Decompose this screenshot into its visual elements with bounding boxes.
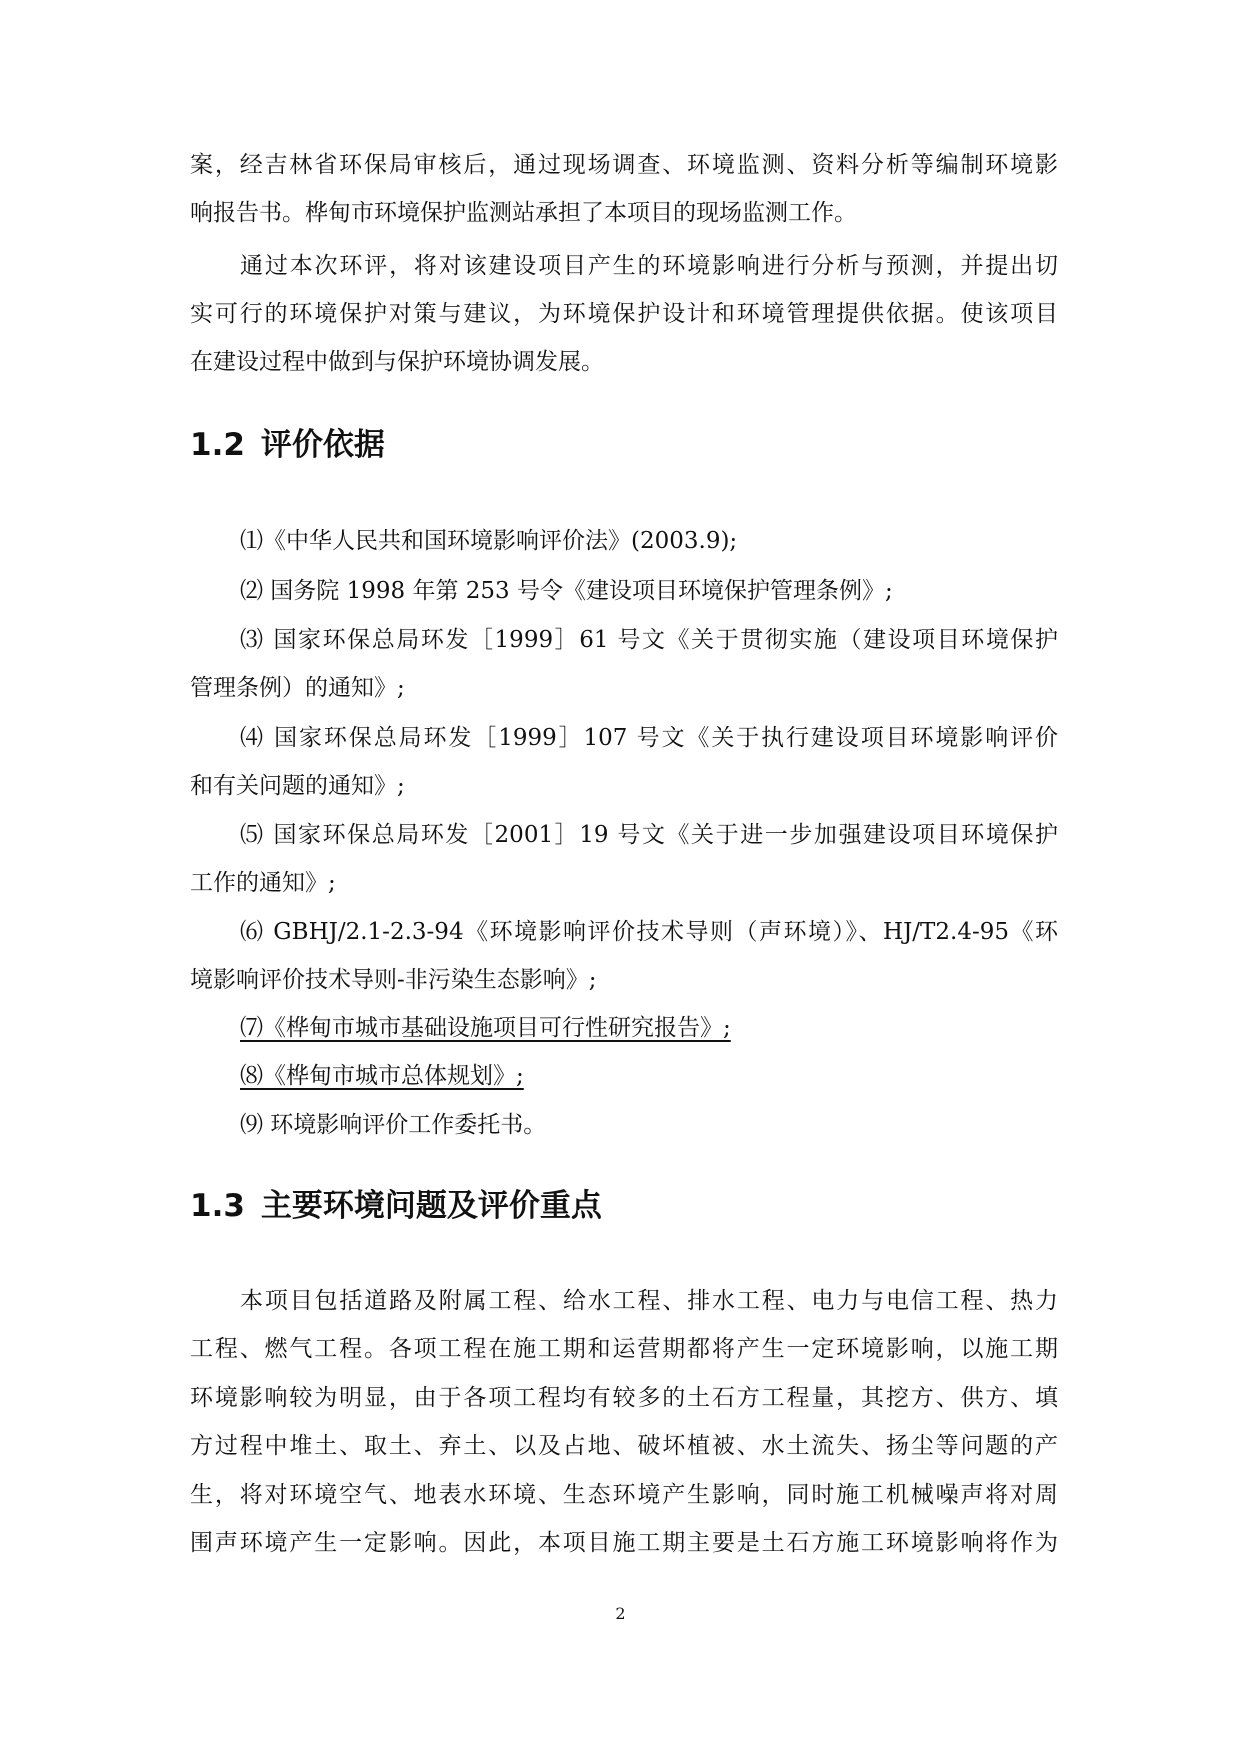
list-item-5-line-1: ⑸ 国家环保总局环发［2001］19 号文《关于进一步加强建设项目环境保护 — [240, 822, 1058, 848]
section-title: 主要环境问题及评价重点 — [260, 1188, 602, 1224]
section-number: 1.3 — [190, 1188, 245, 1224]
list-item-3-line-2: 管理条例）的通知》; — [190, 675, 405, 701]
intro-p1-line-2: 响报告书。桦甸市环境保护监测站承担了本项目的现场监测工作。 — [190, 200, 857, 226]
intro-p2-line-2: 实可行的环境保护对策与建议，为环境保护设计和环境管理提供依据。使该项目 — [190, 301, 1058, 327]
list-item-3-line-1: ⑶ 国家环保总局环发［1999］61 号文《关于贯彻实施（建设项目环境保护 — [240, 627, 1058, 653]
section-1-3-line-2: 工程、燃气工程。各项工程在施工期和运营期都将产生一定环境影响，以施工期 — [190, 1336, 1058, 1362]
section-1-3-line-6: 围声环境产生一定影响。因此，本项目施工期主要是土石方施工环境影响将作为 — [190, 1530, 1058, 1556]
section-1-3-line-5: 生，将对环境空气、地表水环境、生态环境产生影响，同时施工机械噪声将对周 — [190, 1482, 1058, 1508]
list-item-5-line-2: 工作的通知》; — [190, 870, 336, 896]
list-item-6-line-1: ⑹ GBHJ/2.1-2.3-94《环境影响评价技术导则（声环境）》、HJ/T2.4-95《环 — [240, 919, 1058, 945]
section-1-3-line-1: 本项目包括道路及附属工程、给水工程、排水工程、电力与电信工程、热力 — [240, 1288, 1058, 1314]
section-heading-1-2 — [190, 426, 385, 464]
list-item-7: ⑺《桦甸市城市基础设施项目可行性研究报告》; — [240, 1015, 731, 1041]
section-1-3-line-4: 方过程中堆土、取土、弃土、以及占地、破坏植被、水土流失、扬尘等问题的产 — [190, 1433, 1058, 1459]
list-item-9: ⑼ 环境影响评价工作委托书。 — [240, 1112, 547, 1138]
intro-p2-line-3: 在建设过程中做到与保护环境协调发展。 — [190, 349, 604, 375]
list-item-6-line-2: 境影响评价技术导则-非污染生态影响》; — [190, 967, 597, 993]
list-item-8: ⑻《桦甸市城市总体规划》; — [240, 1063, 524, 1089]
intro-p1-line-1: 案，经吉林省环保局审核后，通过现场调查、环境监测、资料分析等编制环境影 — [190, 152, 1058, 178]
section-title: 评价依据 — [260, 427, 385, 463]
section-1-3-line-3: 环境影响较为明显，由于各项工程均有较多的土石方工程量，其挖方、供方、填 — [190, 1385, 1058, 1411]
list-item-4-line-2: 和有关问题的通知》; — [190, 773, 405, 799]
list-item-1: ⑴《中华人民共和国环境影响评价法》(2003.9); — [240, 528, 738, 554]
section-number: 1.2 — [190, 427, 245, 463]
page-number: 2 — [615, 1604, 626, 1623]
list-item-4-line-1: ⑷ 国家环保总局环发［1999］107 号文《关于执行建设项目环境影响评价 — [240, 725, 1058, 751]
list-item-2: ⑵ 国务院 1998 年第 253 号令《建设项目环境保护管理条例》; — [240, 578, 893, 604]
section-heading-1-3 — [190, 1187, 602, 1225]
intro-p2-line-1: 通过本次环评，将对该建设项目产生的环境影响进行分析与预测，并提出切 — [240, 253, 1058, 279]
